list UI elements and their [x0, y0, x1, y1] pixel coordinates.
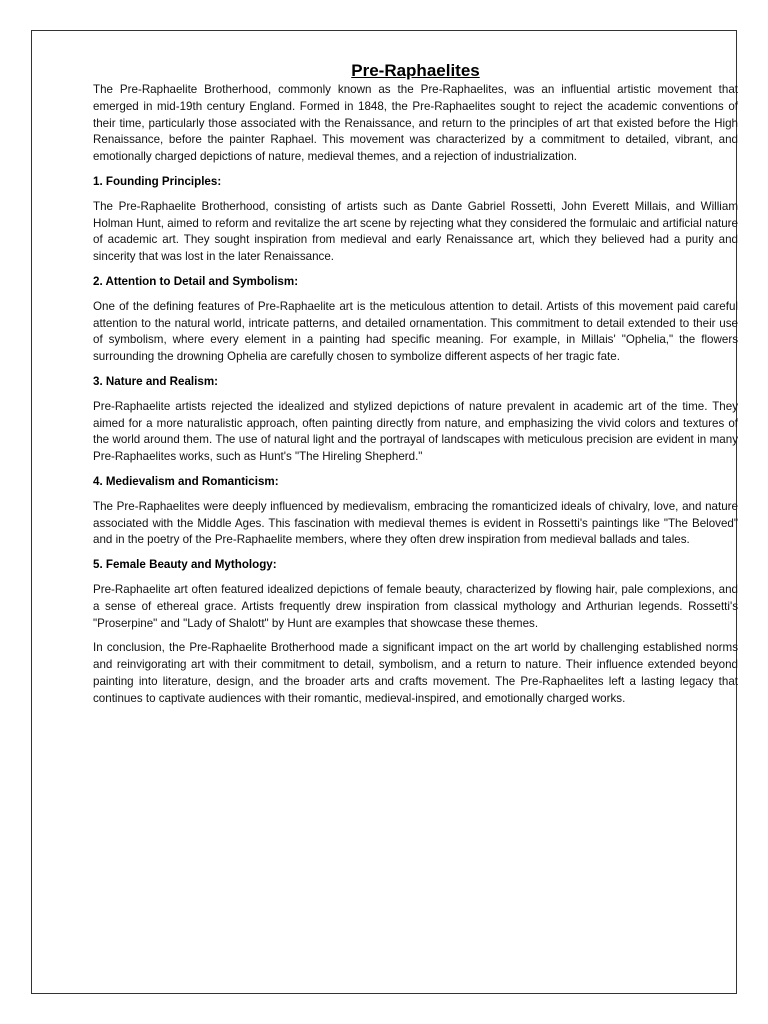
section-heading-founding-principles: 1. Founding Principles: — [93, 174, 222, 188]
document-page — [31, 30, 737, 994]
document-content — [93, 61, 738, 716]
section-heading-medievalism-romanticism: 4. Medievalism and Romanticism: — [93, 474, 279, 488]
document-title: Pre-Raphaelites — [351, 61, 480, 80]
section-body-founding-principles: The Pre-Raphaelite Brotherhood, consisting of artists such as Dante Gabriel Rossetti, John Everett Millais, and William Holman Hunt, aimed to reform and revitalize the art scene by rejecting what they considered the formulaic and artificial nature of academic art. They sought inspiration from medieval and early Renaissance art, which they believed had a purity and sincerity that was lost in the later Renaissance. — [93, 199, 738, 264]
section-body-female-beauty-mythology: Pre-Raphaelite art often featured idealized depictions of female beauty, characterized by flowing hair, pale complexions, and a sense of ethereal grace. Artists frequently drew inspiration from classical mythology and Arthurian legends. Rossetti's "Proserpine" and "Lady of Shalott" by Hunt are examples that showcase these themes. — [93, 582, 738, 630]
intro-paragraph: The Pre-Raphaelite Brotherhood, commonly known as the Pre-Raphaelites, was an influential artistic movement that emerged in mid-19th century England. Formed in 1848, the Pre-Raphaelites sought to reject the academic conventions of their time, particularly those associated with the Renaissance, and return to the principles of art that existed before the High Renaissance, before the painter Raphael. This movement was characterized by a commitment to detailed, vibrant, and emotionally charged depictions of nature, medieval themes, and a rejection of industrialization. — [93, 83, 738, 164]
section-body-nature-realism: Pre-Raphaelite artists rejected the idealized and stylized depictions of nature prevalent in academic art of the time. They aimed for a more naturalistic approach, often painting directly from nature, and emphasizing the vivid colors and textures of the world around them. The use of natural light and the portrayal of landscapes with meticulous precision are evident in many Pre-Raphaelites works, such as Hunt's "The Hireling Shepherd." — [93, 399, 738, 464]
section-body-medievalism-romanticism: The Pre-Raphaelites were deeply influenced by medievalism, embracing the romanticized ideals of chivalry, love, and nature associated with the Middle Ages. This fascination with medieval themes is evident in Rossetti's paintings like "The Beloved" and in the poetry of the Pre-Raphaelite members, where they often drew inspiration from medieval ballads and tales. — [93, 499, 738, 547]
section-heading-nature-realism: 3. Nature and Realism: — [93, 374, 218, 388]
section-heading-female-beauty-mythology: 5. Female Beauty and Mythology: — [93, 558, 277, 572]
section-body-detail-symbolism: One of the defining features of Pre-Raphaelite art is the meticulous attention to detail. Artists of this movement paid careful attention to the natural world, intricate patterns, and detailed ornamentation. This commitment to detail extended to their use of symbolism, where every element in a painting had specific meaning. For example, in Millais' "Ophelia," the flowers surrounding the drowning Ophelia are carefully chosen to symbolize different aspects of her tragic fate. — [93, 299, 738, 364]
section-heading-detail-symbolism: 2. Attention to Detail and Symbolism: — [93, 274, 299, 288]
conclusion-paragraph: In conclusion, the Pre-Raphaelite Brotherhood made a significant impact on the art world by challenging established norms and reinvigorating art with their commitment to detail, symbolism, and a return to nature. Their influence extended beyond painting into literature, design, and the broader arts and crafts movement. The Pre-Raphaelites left a lasting legacy that continues to captivate audiences with their romantic, medieval-inspired, and emotionally charged works. — [93, 641, 738, 705]
